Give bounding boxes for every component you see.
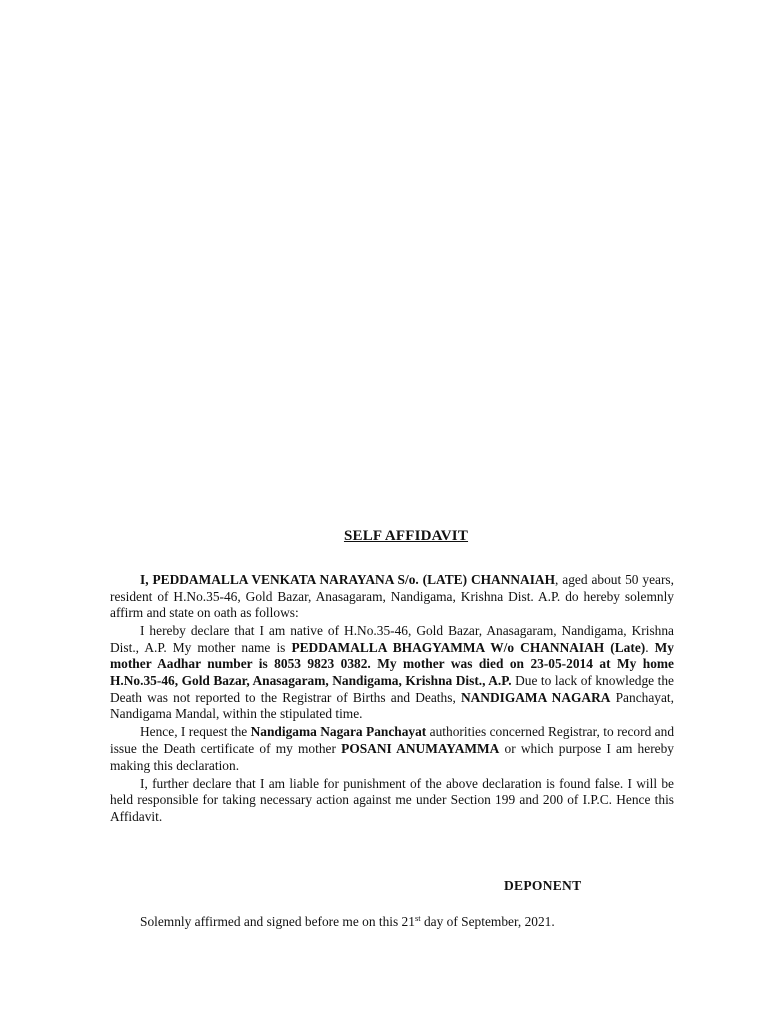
affirmation-after: day of September, 2021.: [420, 914, 555, 929]
affirmation-before: Solemnly affirmed and signed before me on this 21: [140, 914, 415, 929]
paragraph-request: [110, 724, 674, 774]
mother-name-alt: POSANI ANUMAYAMMA: [341, 740, 500, 756]
request-text-2: authorities concerned Registrar, to record and issue the Death certificate of my mother: [110, 724, 675, 756]
affirmation-line: [140, 913, 555, 930]
declaration-text-4: Panchayat, Nandigama Mandal, within the stipulated time.: [110, 689, 674, 722]
deponent-label: DEPONENT: [504, 878, 582, 893]
paragraph-intro: [110, 572, 674, 622]
mother-name: PEDDAMALLA BHAGYAMMA W/o CHANNAIAH (Late): [291, 639, 646, 655]
paragraph-declaration: [110, 623, 674, 723]
deponent-name: I, PEDDAMALLA VENKATA NARAYANA S/o. (LATE) CHANNAIAH: [140, 572, 556, 587]
paragraph-liability: I, further declare that I am liable for punishment of the above declaration is found false. I will be held responsible for taking necessary action against me under Section 199 and 200 of I.P.C. Hence this Affidavit.: [110, 775, 674, 824]
declaration-text-3: Due to lack of knowledge the Death was not reported to the Registrar of Births and Deaths,: [110, 673, 674, 705]
panchayat-authority: Nandigama Nagara Panchayat: [250, 724, 427, 740]
document-title: SELF AFFIDAVIT: [343, 528, 469, 544]
request-text-3: or which purpose I am hereby making this declaration.: [110, 740, 674, 773]
panchayat-name: NANDIGAMA NAGARA: [460, 689, 611, 705]
affidavit-body: [110, 572, 674, 827]
declaration-text-1: I hereby declare that I am native of H.No.35-46, Gold Bazar, Anasagaram, Nandigama, Krishna Dist., A.P. My mother name is: [110, 623, 674, 655]
death-details: My mother Aadhar number is 8053 9823 0382. My mother was died on 23-05-2014 at My home H.No.35-46, Gold Bazar, Anasagaram, Nandigama, Krishna Dist., A.P.: [110, 639, 674, 689]
affirmation-ordinal: st: [414, 913, 421, 923]
intro-text: , aged about 50 years, resident of H.No.35-46, Gold Bazar, Anasagaram, Nandigama, Krishna Dist. A.P. do hereby solemnly affirm and state on oath as follows:: [110, 572, 674, 621]
request-text-1: Hence, I request the: [140, 724, 251, 740]
declaration-text-2: .: [645, 639, 655, 655]
